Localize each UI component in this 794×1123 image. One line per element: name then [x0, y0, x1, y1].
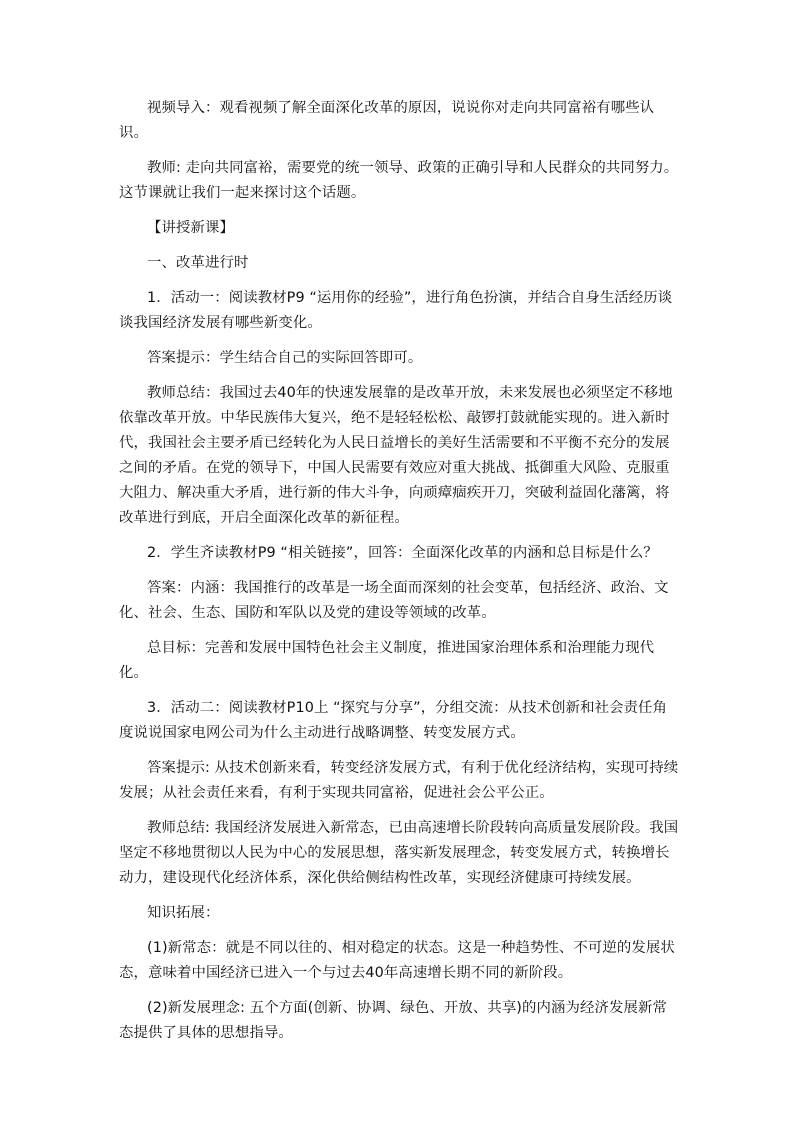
paragraph-knowledge-extension: 知识拓展：	[147, 905, 220, 921]
paragraph-answer-hint-2: 答案提示: 从技术创新来看，转变经济发展方式，有利于优化经济结构，实现可持续发展；从社会责任来看，有利于实现共同富裕，促进社会公平公正。	[119, 760, 679, 801]
paragraph-answer-connotation: 答案：内涵：我国推行的改革是一场全面而深刻的社会变革，包括经济、政治、文化、社会、生态、国防和军队以及党的建设等领域的改革。	[119, 580, 669, 621]
paragraph-teacher-summary-1: 教师总结：我国过去40年的快速发展靠的是改革开放，未来发展也必须坚定不移地依靠改革开放。中华民族伟大复兴，绝不是轻轻松松、敲锣打鼓就能实现的。进入新时代，我国社会主要矛盾已经转化为人民日益增长的美好生活需要和不平衡不充分的发展之间的矛盾。在党的领导下，中国人民需要有效应对重大挑战、抵御重大风险、克服重大阻力、解决重大矛盾，进行新的伟大斗争，向顽瘴痼疾开刀，突破利益固化藩篱，将改革进行到底，开启全面深化改革的新征程。	[119, 385, 673, 526]
paragraph-video-intro: 视频导入：观看视频了解全面深化改革的原因，说说你对走向共同富裕有哪些认识。	[119, 100, 655, 141]
paragraph-answer-hint-1: 答案提示：学生结合自己的实际回答即可。	[147, 350, 423, 366]
paragraph-new-development-concept: (2)新发展理念: 五个方面(创新、协调、绿色、开放、共享)的内涵为经济发展新常态提供了具体的思想指导。	[119, 1000, 667, 1041]
paragraph-activity-two: 3．活动二：阅读教材P10上 “探究与分享”，分组交流：从技术创新和社会责任角度说说国家电网公司为什么主动进行战略调整、转变发展方式。	[119, 700, 668, 741]
paragraph-teacher-summary-2: 教师总结: 我国经济发展进入新常态，已由高速增长阶段转向高质量发展阶段。我国坚定不移地贯彻以人民为中心的发展思想，落实新发展理念，转变发展方式，转换增长动力，建设现代化经济体系，深化供给侧结构性改革，实现经济健康可持续发展。	[119, 820, 679, 886]
paragraph-overall-goal: 总目标：完善和发展中国特色社会主义制度，推进国家治理体系和治理能力现代化。	[119, 640, 655, 681]
paragraph-teacher-intro: 教师: 走向共同富裕，需要党的统一领导、政策的正确引导和人民群众的共同努力。这节课就让我们一起来探讨这个话题。	[119, 160, 679, 201]
paragraph-reading-related-link: 2．学生齐读教材P9 “相关链接”，回答：全面深化改革的内涵和总目标是什么？	[147, 545, 658, 561]
paragraph-new-normal: (1)新常态：就是不同以往的、相对稳定的状态。这是一种趋势性、不可逆的发展状态，意味着中国经济已进入一个与过去40年高速增长期不同的新阶段。	[119, 940, 675, 981]
section-heading-new-lesson: 【讲授新课】	[147, 220, 234, 236]
document-page	[119, 96, 679, 1056]
paragraph-activity-one: 1．活动一：阅读教材P9 “运用你的经验”，进行角色扮演，并结合自身生活经历谈谈我国经济发展有哪些新变化。	[119, 290, 673, 331]
subsection-heading-reform: 一、改革进行时	[147, 255, 249, 271]
